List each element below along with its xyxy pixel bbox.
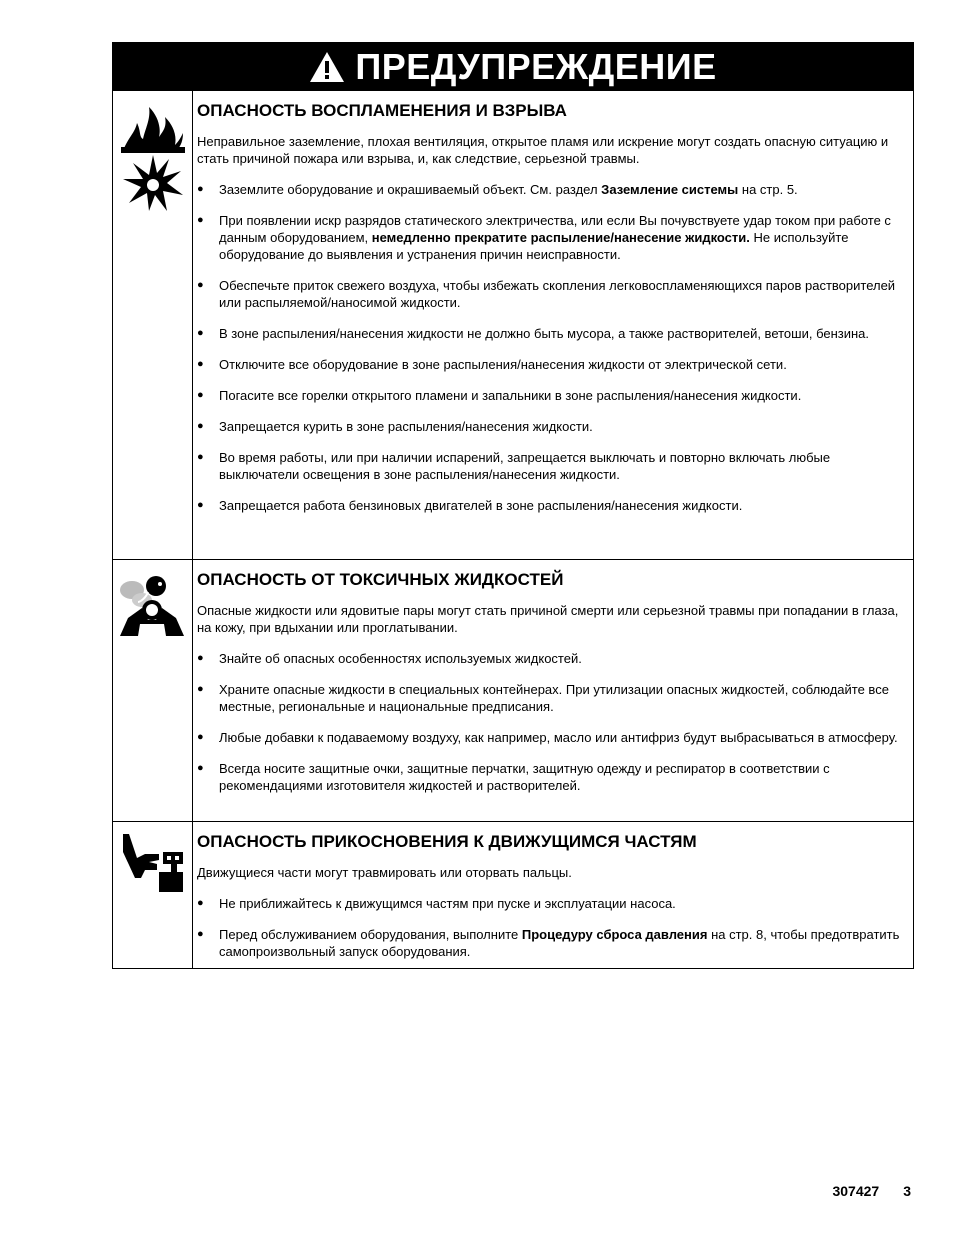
list-item: ● Не приближайтесь к движущимся частям при пуске и эксплуатации насоса. xyxy=(197,895,907,912)
list-item: ● Перед обслуживанием оборудования, выполните Процедуру сброса давления на стр. 8, чтобы предотвратить самопроизвольный запуск оборудования. xyxy=(197,926,907,960)
list-item: ● Храните опасные жидкости в специальных контейнерах. При утилизации опасных жидкостей, соблюдайте все местные, региональные и национальные предписания. xyxy=(197,681,907,715)
section-intro: Неправильное заземление, плохая вентиляция, открытое пламя или искрение могут создать опасную ситуацию и стать причиной пожара или взрыва, и, как следствие, серьезной травмы. xyxy=(197,134,889,166)
page-number: 3 xyxy=(903,1183,911,1199)
section-title: ОПАСНОСТЬ ВОСПЛАМЕНЕНИЯ И ВЗРЫВА xyxy=(197,101,567,120)
list-item: ● Погасите все горелки открытого пламени и запальники в зоне распыления/нанесения жидкости. xyxy=(197,387,907,404)
icon-column xyxy=(113,822,193,968)
explosion-icon xyxy=(121,153,185,213)
list-item: ● Отключите все оборудование в зоне распыления/нанесения жидкости от электрической сети. xyxy=(197,356,907,373)
bullet-list xyxy=(197,650,907,794)
section-fire-explosion xyxy=(112,91,914,560)
section-toxic-fluids xyxy=(112,560,914,822)
section-moving-parts xyxy=(112,822,914,969)
list-item: ● В зоне распыления/нанесения жидкости не должно быть мусора, а также растворителей, ветоши, бензина. xyxy=(197,325,907,342)
list-item: ● Заземлите оборудование и окрашиваемый объект. См. раздел Заземление системы на стр. 5. xyxy=(197,181,907,198)
toxic-fumes-icon xyxy=(118,572,188,638)
icon-column xyxy=(113,560,193,821)
doc-number: 307427 xyxy=(832,1183,880,1199)
section-title: ОПАСНОСТЬ ПРИКОСНОВЕНИЯ К ДВИЖУЩИМСЯ ЧАСТЯМ xyxy=(197,832,697,851)
page-footer xyxy=(832,1183,911,1199)
list-item: ● Запрещается работа бензиновых двигателей в зоне распыления/нанесения жидкости. xyxy=(197,497,907,514)
section-intro: Опасные жидкости или ядовитые пары могут стать причиной смерти или серьезной травмы при попадании в глаза, на кожу, при вдыхании или проглатывании. xyxy=(197,603,899,635)
list-item: ● Запрещается курить в зоне распыления/нанесения жидкости. xyxy=(197,418,907,435)
section-intro: Движущиеся части могут травмировать или оторвать пальцы. xyxy=(197,865,572,880)
bullet-list xyxy=(197,181,907,514)
bullet-list xyxy=(197,895,907,960)
page-title: ПРЕДУПРЕЖДЕНИЕ xyxy=(355,45,717,87)
icon-column xyxy=(113,91,193,559)
warning-header xyxy=(112,42,914,91)
list-item: ● Всегда носите защитные очки, защитные перчатки, защитную одежду и респиратор в соответствии с рекомендациями изготовителя жидкостей и растворителей. xyxy=(197,760,907,794)
warning-triangle-icon xyxy=(309,51,345,83)
hand-moving-parts-icon xyxy=(119,832,185,894)
section-title: ОПАСНОСТЬ ОТ ТОКСИЧНЫХ ЖИДКОСТЕЙ xyxy=(197,570,564,589)
list-item: ● Любые добавки к подаваемому воздуху, как например, масло или антифриз будут выбрасываться в атмосферу. xyxy=(197,729,907,746)
list-item: ● При появлении искр разрядов статического электричества, или если Вы почувствуете удар током при работе с данным оборудованием, немедленно прекратите распыление/нанесение жидкости. Не используйте оборудование до выявления и устранения причин неисправности. xyxy=(197,212,907,263)
list-item: ● Обеспечьте приток свежего воздуха, чтобы избежать скопления легковоспламеняющихся паров растворителей или распыляемой/наносимой жидкости. xyxy=(197,277,907,311)
list-item: ● Знайте об опасных особенностях используемых жидкостей. xyxy=(197,650,907,667)
list-item: ● Во время работы, или при наличии испарений, запрещается выключать и повторно включать любые выключатели освещения в зоне распыления/нанесения жидкости. xyxy=(197,449,907,483)
fire-icon xyxy=(121,103,185,153)
